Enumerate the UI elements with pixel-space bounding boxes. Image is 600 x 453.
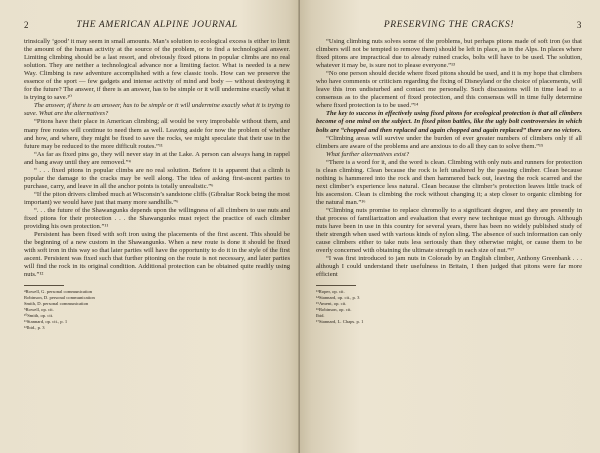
paragraph: “Using climbing nuts solves some of the problems, but perhaps pitons made of soft iron (so that climbers will not be tempted to remove them) should be left in place, as in the Alps. In places where fixed pitons are impractical due to already ruined cracks, bolts will have to be used. The solution, whatever it may be, is sure not to please everyone.”¹³	[316, 38, 582, 70]
footnotes	[316, 289, 582, 324]
footnote: ⁴Rowell, G. personal communication	[24, 289, 93, 295]
footnote: ¹⁰Smith, op. cit.	[24, 313, 54, 319]
footnote-divider	[316, 285, 356, 286]
paragraph: trinsically ‘good’ it may seem in small amounts. Man’s solution to ecological excess is either to limit the amount of the human activity at the source of the problem, or to find a technological answer. Limiting climbing should be a last resort, and obviously fixed pitons in popular climbs are no real solution. They are neither a technological advance nor a limiting factor. What is needed is a new Way. Climbing is raw adventure accomplished with a few classic tools. How can we preserve the essence of the sport — few gadgets and intense activity of mind and body — without destroying it for the future? The answer, if there is an answer, has to be simple or it will undermine exactly what it is trying to save.¹⁰	[24, 38, 290, 102]
footnote: ⁵Rowell, op. cit.	[24, 307, 54, 313]
footnote: ¹⁶Robinson, op. cit.	[316, 307, 352, 313]
footnote: Smith, D. personal communication	[24, 301, 89, 307]
footnote-divider	[24, 285, 64, 286]
right-page	[300, 0, 600, 453]
paragraph: “If the piton drivers climbed much at Wisconsin’s sandstone cliffs (Gibraltar Rock being the most important) we would have just that many more sandhills.”⁶	[24, 190, 290, 206]
paragraph: “ . . . fixed pitons in popular climbs are no real solution. Before it is apparent that a climb is popular the damage to the cracks may be well along. The idea of asking first-ascent parties to purchase, carry, and leave in all the anchor points is totally unrealistic.”⁶	[24, 166, 290, 190]
paragraph: “Climbing nuts promise to replace chromolly to a significant degree, and they are presently in that process of familiarization and evaluation that every new technique must go through. Although nuts have been in use in this country for several years, there has been no widely published study of their strength when used with various kinds of nylon sling. The absence of such information can only cause climbers either to take nuts less seriously than they otherwise might, or cause them to be overly concerned with obtaining the ultimate strength in each size of nut.”¹⁷	[316, 206, 582, 255]
paragraph: “Pitons have their place in American climbing; all would be very improbable without them, and many free routes will continue to need them as well. Leaving aside for now the problem of whether and how, and where, they might be fixed to save the rocks, we might speculate that their use in the future may be reduced to the more difficult routes.”¹¹	[24, 118, 290, 150]
page-number: 2	[24, 20, 30, 30]
right-page-body	[316, 38, 582, 279]
paragraph: “Climbing areas will survive under the burden of ever greater numbers of climbers only if all climbers are aware of the problems and are anxious to do all they can to solve them.”¹⁵	[316, 134, 582, 150]
footnote: ¹⁷Stannard, L. Chaps. p. 1	[316, 318, 364, 324]
paragraph: “. . . the future of the Shawangunks depends upon the willingness of all climbers to use nuts and fixed pitons for their protection . . . the Shawangunks must reject the practice of each climber providing his own protection.”¹¹	[24, 206, 290, 231]
running-head: PRESERVING THE CRACKS!	[383, 20, 515, 30]
paragraph: “No one person should decide where fixed pitons should be used, and it is my hope that climbers who have comments or criticism regarding the fixing of Disneyland or the choice of placements, will leave this iron undisturbed and contact me personally. Such discussions will in time lead to a consensus as to the placement of fixed protection, and this consensus will in time fully determine where fixed protection is to be used.”¹⁴	[316, 70, 582, 110]
footnotes	[24, 289, 290, 330]
running-head: THE AMERICAN ALPINE JOURNAL	[76, 20, 238, 30]
paragraph: “As far as fixed pins go, they will never stay in at the Lake. A person can always hang in rappel and bang away until they are removed.”⁴	[24, 150, 290, 166]
left-page-body	[24, 38, 290, 279]
right-page-header	[316, 20, 582, 38]
footnote: ¹²Ibid., p. 3	[24, 324, 45, 330]
footnote: ¹⁵Ament, op. cit.	[316, 301, 347, 307]
footnote: ¹⁴Stannard, op. cit., p. 3	[316, 295, 360, 301]
paragraph: The key to success in effectively using fixed pitons for ecological protection is that all climbers become of one mind on the subject. In fixed piton battles, like the ugly bolt controversies in which bolts are “chopped and then replaced and again chopped and again replaced” there are no victors.	[316, 110, 582, 134]
paragraph: Persistent has been fixed with soft iron using the placements of the first ascent. This should be the beginning of a new custom in the Shawangunks. When a new route is done it should be fixed with soft iron in this way so that later parties will have the opportunity to do it in the style of the first ascent. Persistent was fixed such that further pitoning on the route is not necessary, and later parties will find the rock in its original condition. Additional protection can be obtained quite readily using nuts.”¹²	[24, 231, 290, 279]
paragraph: “There is a word for it, and the word is clean. Climbing with only nuts and runners for protection is clean climbing. Clean because the rock is left unaltered by the passing climber. Clean because nothing is hammered into the rock and then hammered back out, leaving the rock scarred and the next climber’s experience less natural. Clean because the climber’s protection leaves little track of his ascension. Clean is climbing the rock without changing it; a step closer to organic climbing for the natural man.”¹⁶	[316, 158, 582, 206]
footnote: Ibid.	[316, 313, 325, 319]
paragraph: “I was first introduced to jam nuts in Colorado by an English climber, Anthony Greenbank . . . although I could understand their usefulness in Britain, I then judged that pitons were far more efficient	[316, 255, 582, 279]
page-number: 3	[576, 20, 582, 30]
paragraph: What further alternatives exist?	[326, 150, 410, 158]
paragraph: The answer, if there is an answer, has to be simple or it will undermine exactly what it is trying to save. What are the alternatives?	[24, 102, 290, 118]
footnote: ¹¹Stannard, op. cit., p. 1	[24, 318, 68, 324]
footnote: Robinson, D. personal communication	[24, 295, 95, 301]
footnote: ¹³Roper, op. cit.	[316, 289, 345, 295]
left-page-header	[24, 20, 290, 38]
